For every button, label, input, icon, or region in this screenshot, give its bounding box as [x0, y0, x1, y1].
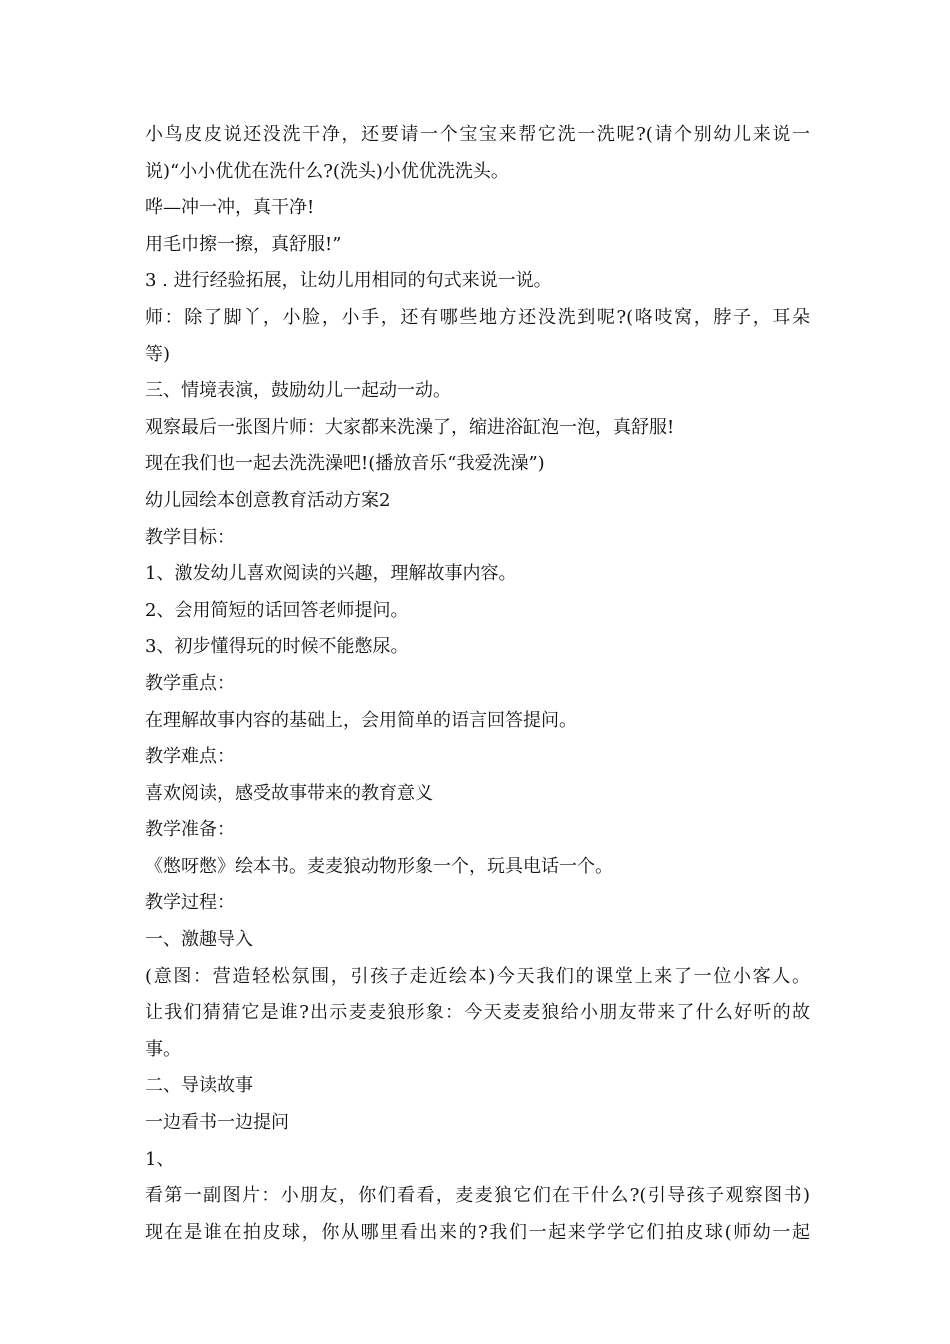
text-line: 幼儿园绘本创意教育活动方案2: [145, 489, 391, 511]
text-line: 1、: [145, 1148, 175, 1170]
text-line: 小鸟皮皮说还没洗干净，还要请一个宝宝来帮它洗一洗呢?(请个别幼儿来说一: [145, 124, 810, 145]
text-line: 等): [145, 343, 171, 365]
text-line: 现在我们也一起去洗洗澡吧!(播放音乐“我爱洗澡”): [145, 453, 545, 475]
text-line: (意图：营造轻松氛围，引孩子走近绘本)今天我们的课堂上来了一位小客人。: [145, 965, 810, 987]
text-line: 教学过程：: [145, 892, 235, 914]
text-line: 观察最后一张图片师：大家都来洗澡了，缩进浴缸泡一泡，真舒服!: [145, 416, 675, 438]
text-line: 1、激发幼儿喜欢阅读的兴趣，理解故事内容。: [145, 563, 517, 585]
text-line: 哗—冲一冲，真干净!: [145, 197, 315, 219]
text-line: 喜欢阅读，感受故事带来的教育意义: [145, 782, 433, 804]
text-line: 二、导读故事: [145, 1075, 253, 1097]
text-line: 说)“小小优优在洗什么?(洗头)小优优洗洗头。: [145, 160, 509, 182]
text-line: 3、初步懂得玩的时候不能憋尿。: [145, 636, 409, 658]
text-line: 师：除了脚丫，小脸，小手，还有哪些地方还没洗到呢?(咯吱窝，脖子，耳朵: [145, 306, 810, 328]
text-line: 教学准备：: [145, 819, 235, 841]
text-line: 《憋呀憋》绘本书。麦麦狼动物形象一个，玩具电话一个。: [145, 855, 613, 877]
text-line: 3 . 进行经验拓展，让幼儿用相同的句式来说一说。: [145, 270, 552, 292]
text-line: 教学难点：: [145, 746, 235, 768]
text-line: 一边看书一边提问: [145, 1112, 289, 1134]
text-line: 事。: [145, 1038, 181, 1060]
text-line: 在理解故事内容的基础上，会用简单的语言回答提问。: [145, 709, 577, 731]
text-line: 现在是谁在拍皮球，你从哪里看出来的?我们一起来学学它们拍皮球(师幼一起: [145, 1221, 810, 1243]
text-line: 三、情境表演，鼓励幼儿一起动一动。: [145, 380, 451, 402]
text-line: 2、会用简短的话回答老师提问。: [145, 599, 409, 621]
text-line: 用毛巾擦一擦，真舒服!”: [145, 233, 342, 255]
document-body: [145, 117, 810, 1251]
text-line: 让我们猜猜它是谁?出示麦麦狼形象：今天麦麦狼给小朋友带来了什么好听的故: [145, 1002, 810, 1024]
text-line: 教学目标：: [145, 526, 235, 548]
text-line: 教学重点：: [145, 672, 235, 694]
text-line: 一、激趣导入: [145, 929, 253, 951]
text-line: 看第一副图片：小朋友，你们看看，麦麦狼它们在干什么?(引导孩子观察图书): [145, 1185, 810, 1207]
